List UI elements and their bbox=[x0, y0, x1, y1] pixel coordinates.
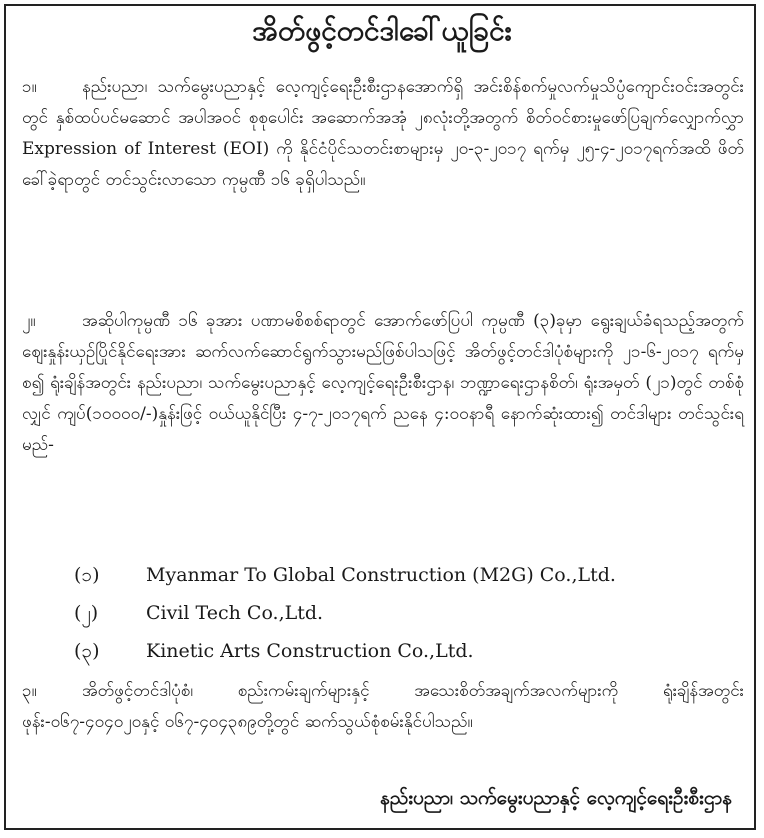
company-number: (၃) bbox=[74, 640, 100, 662]
paragraph-text: အိတ်ဖွင့်တင်ဒါပုံစံ၊ စည်းကမ်းချက်များနှင့် အသေးစိတ်အချက်အလက်များကို ရုံးချိန်အတွင်း ဖုန်း-၀၆၇-၄၀၄၀၂၀နှင့် ၀၆၇-၄၀၄၃၈၉တို့တွင် ဆက်သွယ်စုံစမ်းနိုင်ပါသည်။ bbox=[22, 681, 744, 732]
notice-title: အိတ်ဖွင့်တင်ဒါခေါ်ယူခြင်း bbox=[252, 14, 512, 47]
paragraph-number: ၁။ bbox=[22, 77, 37, 97]
paragraph-1 bbox=[22, 72, 744, 196]
issuer-signature: နည်းပညာ၊ သက်မွေးပညာနှင့် လေ့ကျင့်ရေးဦးစီးဌာန bbox=[380, 787, 732, 809]
paragraph-text: အဆိုပါကုမ္ပဏီ ၁၆ ခုအား ပဏာမစိစစ်ရာတွင် အောက်ဖော်ပြပါ ကုမ္ပဏီ (၃)ခုမှာ ရွေးချယ်ခံရသည့်အတွက် ဈေးနှုန်းယှဉ်ပြိုင်နိုင်ရေးအား ဆက်လက်ဆောင်ရွက်သွားမည်ဖြစ်ပါသဖြင့် အိတ်ဖွင့်တင်ဒါပုံစံများကို ၂၁-၆-၂၀၁၇ ရက်မှစ၍ ရုံးချိန်အတွင်း နည်းပညာ၊ သက်မွေးပညာနှင့် လေ့ကျင့်ရေးဦးစီးဌာန၊ ဘဏ္ဍာရေးဌာနစိတ်၊ ရုံးအမှတ် (၂၁)တွင် တစ်စုံလျှင် ကျပ်(၁၀၀၀၀/-)နှုန်းဖြင့် ဝယ်ယူနိုင်ပြီး ၄-၇-၂၀၁၇ရက် ညနေ ၄:၀၀နာရီ နောက်ဆုံးထား၍ တင်ဒါများ တင်သွင်းရမည်- bbox=[22, 311, 744, 455]
company-number: (၁) bbox=[74, 564, 100, 586]
company-number: (၂) bbox=[74, 602, 99, 624]
company-item bbox=[74, 634, 474, 668]
paragraph-number: ၃။ bbox=[22, 681, 37, 701]
company-name: Kinetic Arts Construction Co.,Ltd. bbox=[146, 640, 474, 662]
paragraph-3 bbox=[22, 676, 744, 738]
company-name: Civil Tech Co.,Ltd. bbox=[146, 602, 324, 624]
paragraph-text: နည်းပညာ၊ သက်မွေးပညာနှင့် လေ့ကျင့်ရေးဦးစီးဌာနအောက်ရှိ အင်းစိန်စက်မှုလက်မှုသိပ္ပံကျောင်းဝင်းအတွင်းတွင် နှစ်ထပ်ပင်မဆောင် အပါအဝင် စုစုပေါင်း အဆောက်အအုံ ၂၈လုံးတို့အတွက် စိတ်ဝင်စားမှုဖော်ပြချက်လျှောက်လွှာ Expression of Interest (EOI) ကို နိုင်ငံပိုင်သတင်းစာများမှ ၂၀-၃-၂၀၁၇ ရက်မှ ၂၅-၄-၂၀၁၇ရက်အထိ ဖိတ်ခေါ်ခဲ့ရာတွင် တင်သွင်းလာသော ကုမ္ပဏီ ၁၆ ခုရှိပါသည်။ bbox=[22, 77, 744, 190]
company-item bbox=[74, 596, 323, 630]
company-name: Myanmar To Global Construction (M2G) Co.,Ltd. bbox=[146, 564, 616, 586]
company-item bbox=[74, 558, 616, 592]
paragraph-2 bbox=[22, 306, 744, 461]
paragraph-number: ၂။ bbox=[22, 311, 36, 331]
